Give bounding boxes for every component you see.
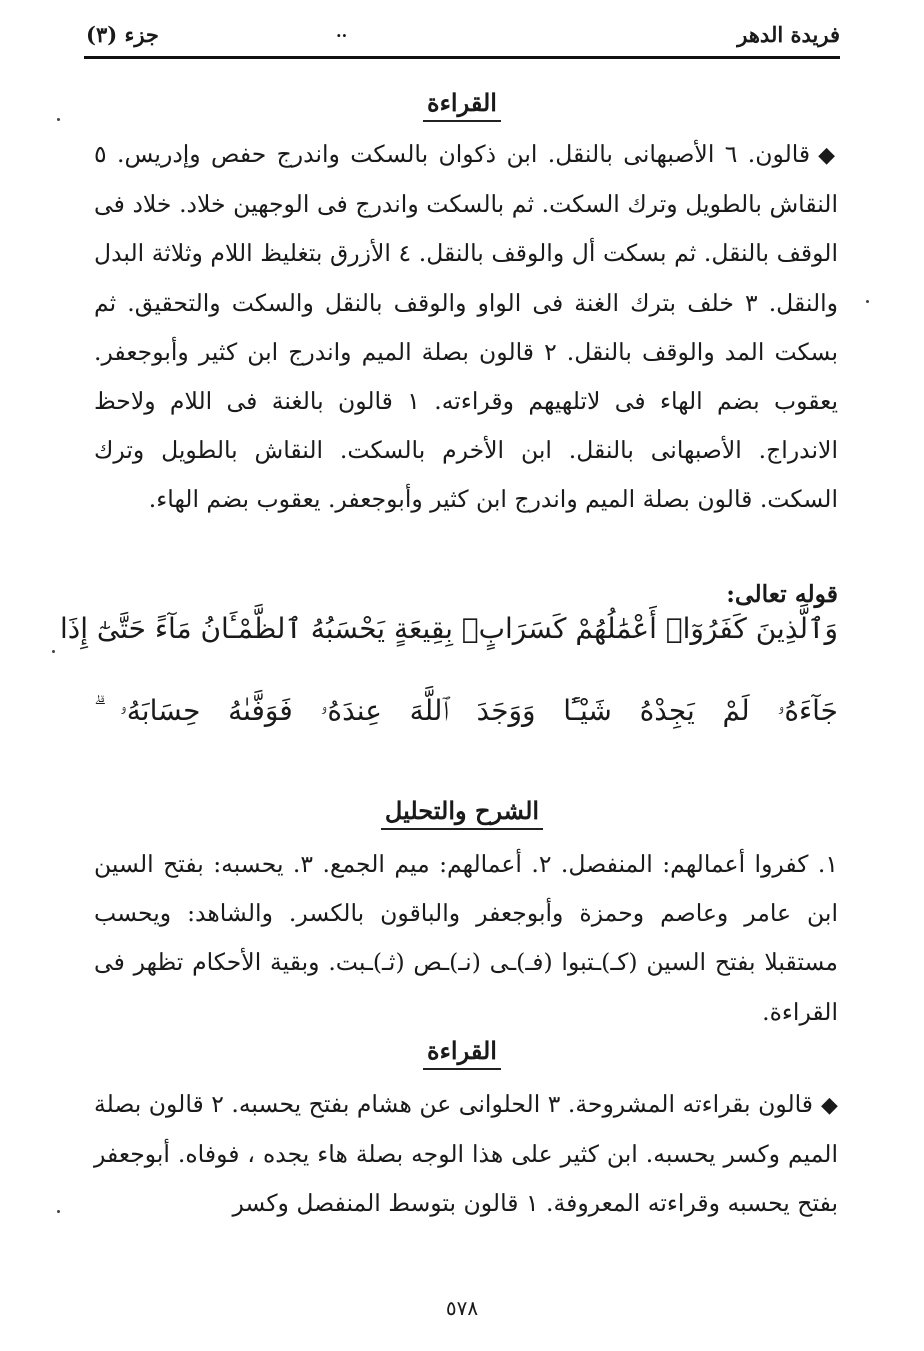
page-number: ٥٧٨ [445,1296,479,1320]
header-rule [84,56,840,59]
scan-speck [57,1210,60,1213]
running-header [86,22,840,52]
qiraa-2-paragraph [94,1080,838,1229]
diamond-bullet-icon: ◆ [821,1093,838,1118]
heading-text: القراءة [423,1036,501,1070]
section-heading-qiraa-2 [0,1036,924,1070]
scan-speck [52,650,55,653]
heading-text: الشرح والتحليل [381,796,543,830]
part-label: جزء (٣) [86,22,159,47]
quran-verse-line-2: جَآءَهُۥ لَمْ يَجِدْهُ شَيْـًٔا وَوَجَدَ ٱللَّهَ عِندَهُۥ فَوَفَّىٰهُ حِسَابَهُۥ ۗ [94,694,838,727]
qiraa-1-paragraph [94,130,838,525]
book-title: فريدة الدهر [737,22,840,47]
section-heading-sharh [0,796,924,830]
diamond-bullet-icon: ◆ [818,143,838,168]
scan-speck [57,118,60,121]
section-heading-qiraa-1 [0,88,924,122]
paragraph-text: قالون. ٦ الأصبهانى بالنقل. ابن ذكوان بالسكت واندرج حفص وإدريس. ٥ النقاش بالطويل وترك السكت. ثم بالسكت واندرج فى الوجهين خلاد. خلاد فى الوقف بالنقل. ثم بسكت أل والوقف بالنقل. ٤ الأزرق بتغليظ اللام وثلاثة البدل والنقل. ٣ خلف بترك الغنة فى الواو والوقف بالنقل والسكت والتحقيق. ثم بسكت المد والوقف بالنقل. ٢ قالون بصلة الميم واندرج ابن كثير وأبوجعفر. يعقوب بضم الهاء فى لاتلهيهم وقراءته. ١ قالون بالغنة فى اللام ولاحظ الاندراج. الأصبهانى بالنقل. ابن الأخرم بالسكت. النقاش بالطويل وترك السكت. قالون بصلة الميم واندرج ابن كثير وأبوجعفر. يعقوب بضم الهاء. [94,140,838,514]
sharh-paragraph: ١. كفروا أعمالهم: المنفصل. ٢. أعمالهم: ميم الجمع. ٣. يحسبه: بفتح السين ابن عامر وعاصم وحمزة وأبوجعفر والباقون بالكسر. والشاهد: ويحسب مستقبلا بفتح السين (كـ)ـتبوا (فـ)ـى (نـ)ـص (ثـ)ـبت. وبقية الأحكام تظهر فى القراءة. [94,850,839,1026]
paragraph-text: قالون بقراءته المشروحة. ٣ الحلوانى عن هشام بفتح يحسبه. ٢ قالون بصلة الميم وكسر يحسبه. ابن كثير على هذا الوجه بصلة هاء يجده ، فوفاه. أبوجعفر بفتح يحسبه وقراءته المعروفة. ١ قالون بتوسط المنفصل وكسر [94,1090,838,1218]
verse-intro: قوله تعالى: [726,580,838,608]
heading-text: القراءة [423,88,501,122]
header-ornament: .. [336,22,348,41]
quran-verse-line-1: وَٱلَّذِينَ كَفَرُوٓا۟ أَعْمَٰلُهُمْ كَسَرَابٍۭ بِقِيعَةٍ يَحْسَبُهُ ٱلظَّمْـَٔانُ مَآءً حَتَّىٰٓ إِذَا [59,612,838,645]
scan-speck [866,300,869,303]
